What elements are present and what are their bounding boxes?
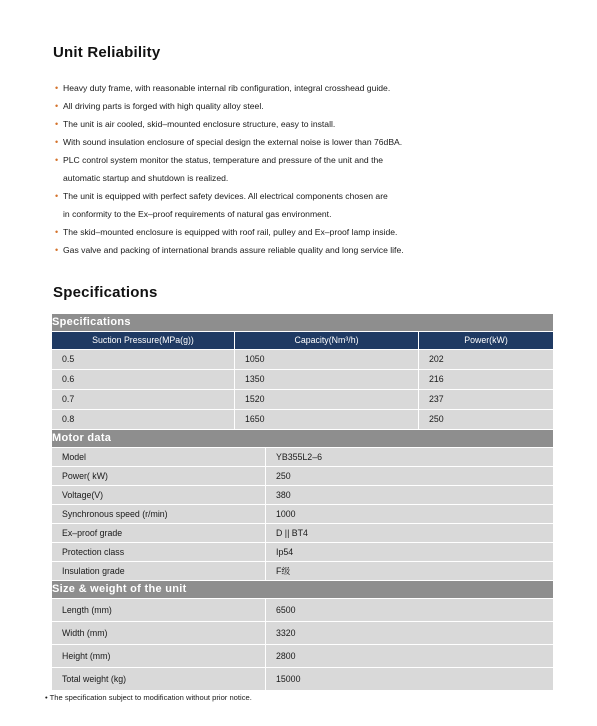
reliability-list bbox=[53, 79, 553, 259]
list-item: • The skid–mounted enclosure is equipped with roof rail, pulley and Ex–proof lamp inside. bbox=[53, 223, 553, 241]
column-header: Suction Pressure(MPa(g)) bbox=[52, 332, 235, 349]
table-section-header: Specifications bbox=[52, 314, 553, 332]
list-item: • With sound insulation enclosure of special design the external noise is lower than 76dBA. bbox=[53, 133, 553, 151]
table-row: Synchronous speed (r/min) 1000 bbox=[52, 505, 553, 524]
list-item: • Heavy duty frame, with reasonable internal rib configuration, integral crosshead guide. bbox=[53, 79, 553, 97]
table-row: 0.6 1350 216 bbox=[52, 370, 553, 390]
table-row: 0.7 1520 237 bbox=[52, 390, 553, 410]
table-row: 0.8 1650 250 bbox=[52, 410, 553, 430]
column-header: Power(kW) bbox=[464, 335, 508, 345]
table-row: 0.5 1050 202 bbox=[52, 350, 553, 370]
table-row: Model YB355L2–6 bbox=[52, 448, 553, 467]
motor-data-header: Motor data bbox=[52, 430, 553, 448]
specifications-heading: Specifications bbox=[53, 284, 158, 301]
table-row: Protection class Ip54 bbox=[52, 543, 553, 562]
table-column-header bbox=[52, 332, 553, 350]
table-row: Width (mm) 3320 bbox=[52, 622, 553, 645]
list-item: • All driving parts is forged with high quality alloy steel. bbox=[53, 97, 553, 115]
table-row: Ex–proof grade D || BT4 bbox=[52, 524, 553, 543]
table-row: Height (mm) 2800 bbox=[52, 645, 553, 668]
table-row: Voltage(V) 380 bbox=[52, 486, 553, 505]
list-item: • The unit is equipped with perfect safety devices. All electrical components chosen are in conformity to the Ex–proof requirements of natural gas environment. bbox=[53, 187, 553, 223]
table-row: Power( kW) 250 bbox=[52, 467, 553, 486]
size-weight-header: Size & weight of the unit bbox=[52, 581, 553, 599]
unit-reliability-heading: Unit Reliability bbox=[53, 44, 161, 61]
footnote: • The specification subject to modification without prior notice. bbox=[45, 693, 252, 702]
list-item: • PLC control system monitor the status, temperature and pressure of the unit and the automatic startup and shutdown is realized. bbox=[53, 151, 553, 187]
specifications-table bbox=[52, 314, 553, 691]
column-header: Capacity(Nm³/h) bbox=[235, 332, 419, 349]
list-item: • The unit is air cooled, skid–mounted enclosure structure, easy to install. bbox=[53, 115, 553, 133]
list-item: • Gas valve and packing of international brands assure reliable quality and long service life. bbox=[53, 241, 553, 259]
table-row: Length (mm) 6500 bbox=[52, 599, 553, 622]
table-row: Total weight (kg) 15000 bbox=[52, 668, 553, 691]
table-row: Insulation grade F级 bbox=[52, 562, 553, 581]
